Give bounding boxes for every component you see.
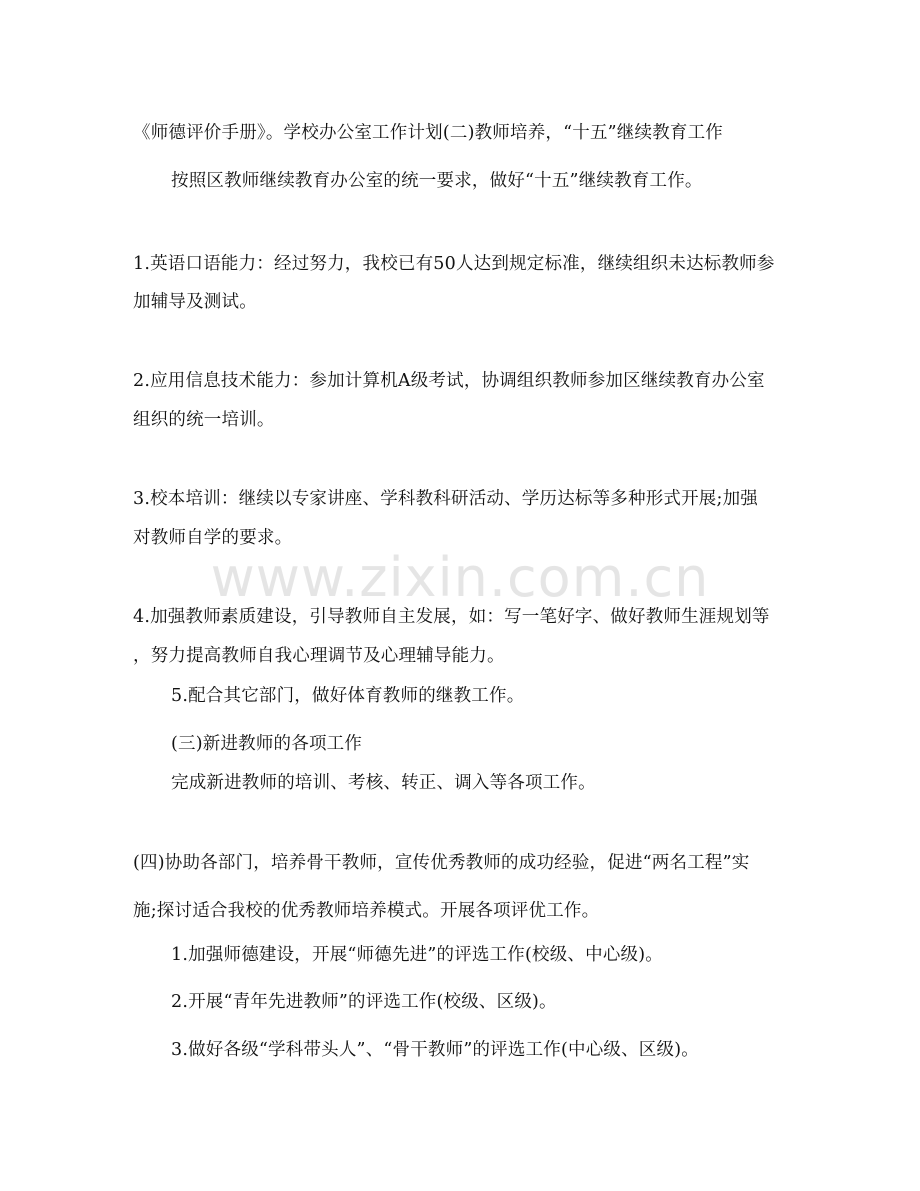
- text-line: 对教师自学的要求。: [133, 528, 293, 548]
- text-line: 加辅导及测试。: [133, 292, 257, 312]
- text-line: 《师德评价手册》。学校办公室工作计划(二)教师培养，“十五”继续教育工作: [133, 123, 723, 143]
- section-heading: (三)新进教师的各项工作: [171, 734, 363, 754]
- text-line: 2.应用信息技术能力：参加计算机A级考试，协调组织教师参加区继续教育办公室: [133, 371, 765, 391]
- text-line: 4.加强教师素质建设，引导教师自主发展，如：写一笔好字、做好教师生涯规划等: [133, 607, 770, 627]
- text-line: 1.英语口语能力：经过努力，我校已有50人达到规定标准，继续组织未达标教师参: [133, 254, 775, 274]
- text-line: 按照区教师继续教育办公室的统一要求，做好“十五”继续教育工作。: [171, 171, 703, 191]
- text-line: 完成新进教师的培训、考核、转正、调入等各项工作。: [171, 773, 596, 793]
- text-line: 5.配合其它部门，做好体育教师的继教工作。: [171, 686, 525, 706]
- text-line: 2.开展“青年先进教师”的评选工作(校级、区级)。: [171, 992, 557, 1012]
- text-line: 1.加强师德建设，开展“师德先进”的评选工作(校级、中心级)。: [171, 945, 663, 965]
- text-line: 3.做好各级“学科带头人”、“骨干教师”的评选工作(中心级、区级)。: [171, 1040, 699, 1060]
- text-line: 3.校本培训：继续以专家讲座、学科教科研活动、学历达标等多种形式开展;加强: [133, 489, 758, 509]
- text-line: 施;探讨适合我校的优秀教师培养模式。开展各项评优工作。: [133, 901, 600, 921]
- text-line: 组织的统一培训。: [133, 410, 275, 430]
- text-line: ，努力提高教师自我心理调节及心理辅导能力。: [133, 646, 505, 666]
- text-line: (四)协助各部门，培养骨干教师，宣传优秀教师的成功经验，促进“两名工程”实: [133, 853, 750, 873]
- watermark-text: www.zixin.com.cn: [210, 546, 710, 609]
